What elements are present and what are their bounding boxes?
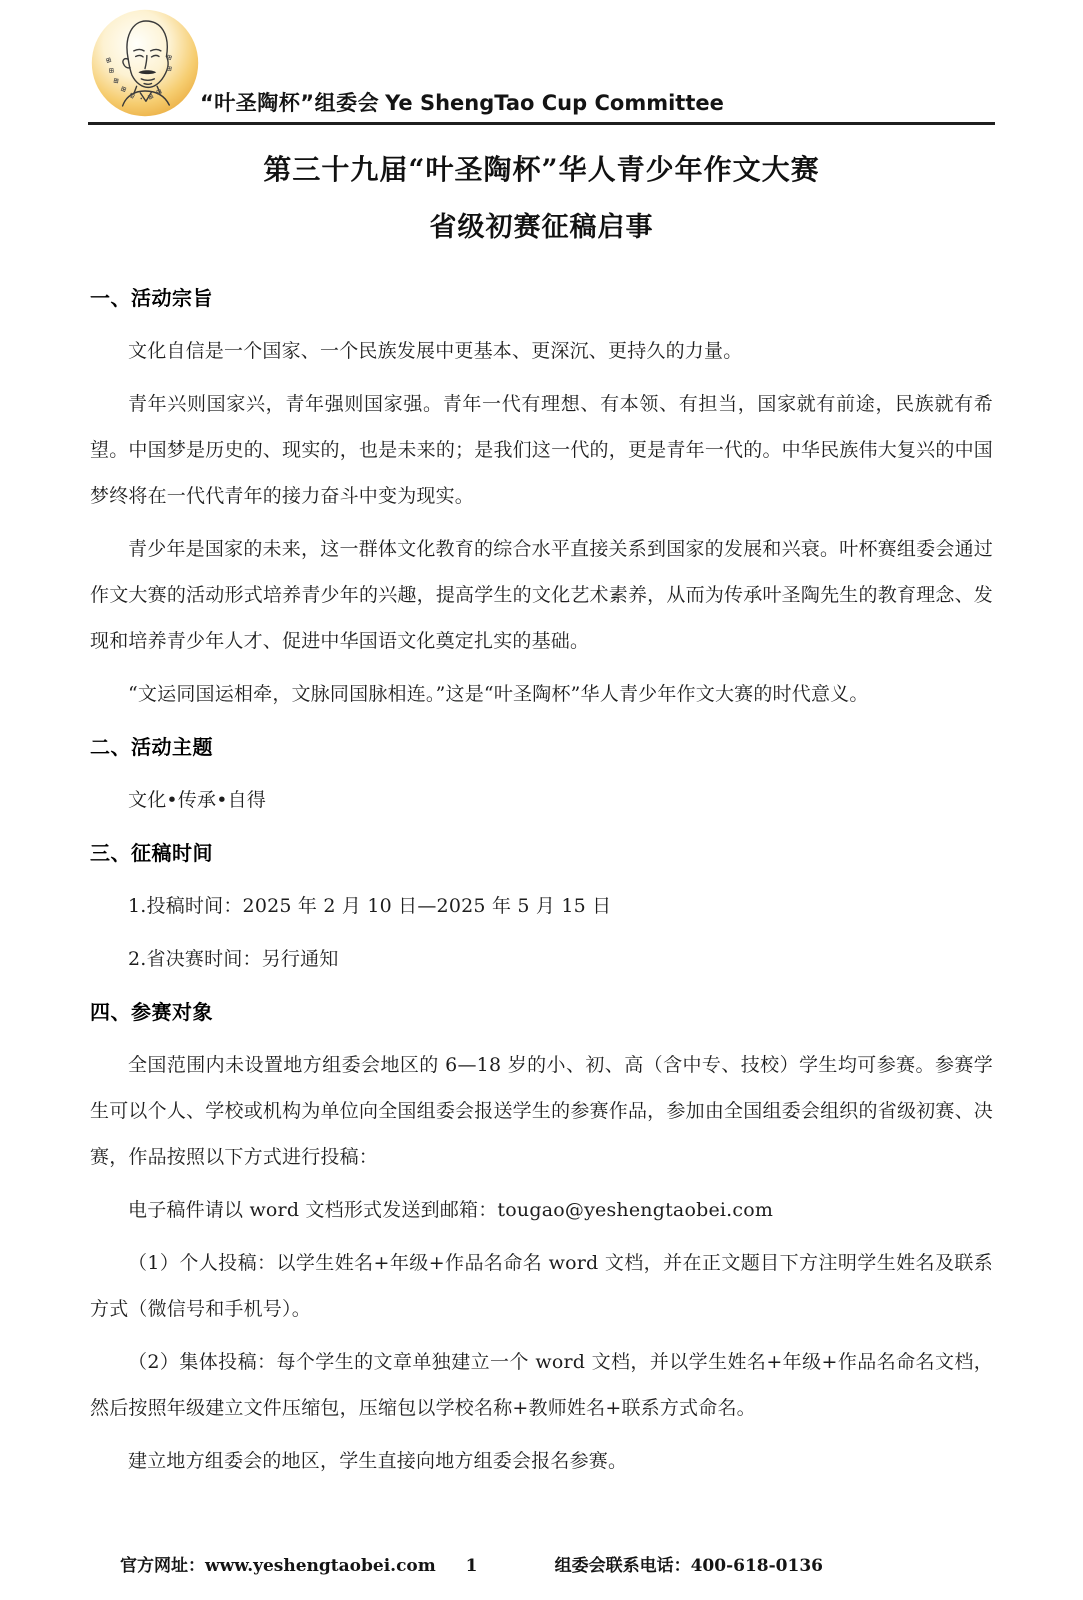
submission-email-line: 电子稿件请以 word 文档形式发送到邮箱：tougao@yeshengtaobei.com xyxy=(128,1199,774,1221)
paragraph: “文运同国运相牵，文脉同国脉相连。”这是“叶圣陶杯”华人青少年作文大赛的时代意义。 xyxy=(128,683,869,705)
committee-name-cn: “叶圣陶杯”组委会 xyxy=(200,91,380,115)
committee-name-en: Ye ShengTao Cup Committee xyxy=(385,91,724,115)
document-subtitle: 省级初赛征稿启事 xyxy=(429,212,654,243)
ye-shengtao-portrait-badge-icon xyxy=(88,7,202,119)
paragraph: 文化自信是一个国家、一个民族发展中更基本、更深沉、更持久的力量。 xyxy=(128,340,743,362)
schedule-item: 1.投稿时间：2025 年 2 月 10 日—2025 年 5 月 15 日 xyxy=(128,895,612,917)
paragraph: 青年兴则国家兴，青年强则国家强。青年一代有理想、有本领、有担当，国家就有前途，民族就有希望。中国梦是历史的、现实的，也是未来的；是我们这一代的，更是青年一代的。中华民族伟大复兴的中国梦终将在一代代青年的接力奋斗中变为现实。 xyxy=(90,393,993,507)
section-heading-schedule: 三、征稿时间 xyxy=(90,841,213,865)
document-title: 第三十九届“叶圣陶杯”华人青少年作文大赛 xyxy=(263,153,820,186)
committee-name xyxy=(200,87,724,117)
paragraph: （1）个人投稿：以学生姓名+年级+作品名命名 word 文档，并在正文题目下方注明学生姓名及联系方式（微信号和手机号）。 xyxy=(90,1252,993,1320)
paragraph: 青少年是国家的未来，这一群体文化教育的综合水平直接关系到国家的发展和兴衰。叶杯赛组委会通过作文大赛的活动形式培养青少年的兴趣，提高学生的文化艺术素养，从而为传承叶圣陶先生的教育理念、发现和培养青少年人才、促进中华国语文化奠定扎实的基础。 xyxy=(90,538,993,652)
footer-phone: 组委会联系电话：400-618-0136 xyxy=(554,1556,823,1576)
page-number: 1 xyxy=(465,1556,478,1576)
paragraph: 全国范围内未设置地方组委会地区的 6—18 岁的小、初、高（含中专、技校）学生均可参赛。参赛学生可以个人、学校或机构为单位向全国组委会报送学生的参赛作品，参加由全国组委会组织的省级初赛、决赛，作品按照以下方式进行投稿： xyxy=(90,1054,993,1168)
section-heading-purpose: 一、活动宗旨 xyxy=(90,286,213,310)
document-body xyxy=(90,145,993,1484)
schedule-item: 2.省决赛时间：另行通知 xyxy=(128,948,339,970)
footer-website: 官方网址：www.yeshengtaobei.com xyxy=(120,1556,436,1576)
paragraph: （2）集体投稿：每个学生的文章单独建立一个 word 文档，并以学生姓名+年级+作品名命名文档，然后按照年级建立文件压缩包，压缩包以学校名称+教师姓名+联系方式命名。 xyxy=(90,1351,993,1419)
section-heading-theme: 二、活动主题 xyxy=(90,735,213,759)
document-header xyxy=(88,0,995,125)
document-footer xyxy=(90,1551,993,1576)
paragraph: 建立地方组委会的地区，学生直接向地方组委会报名参赛。 xyxy=(128,1450,628,1472)
section-heading-eligibility: 四、参赛对象 xyxy=(90,1000,213,1024)
theme-text: 文化•传承•自得 xyxy=(128,789,267,811)
